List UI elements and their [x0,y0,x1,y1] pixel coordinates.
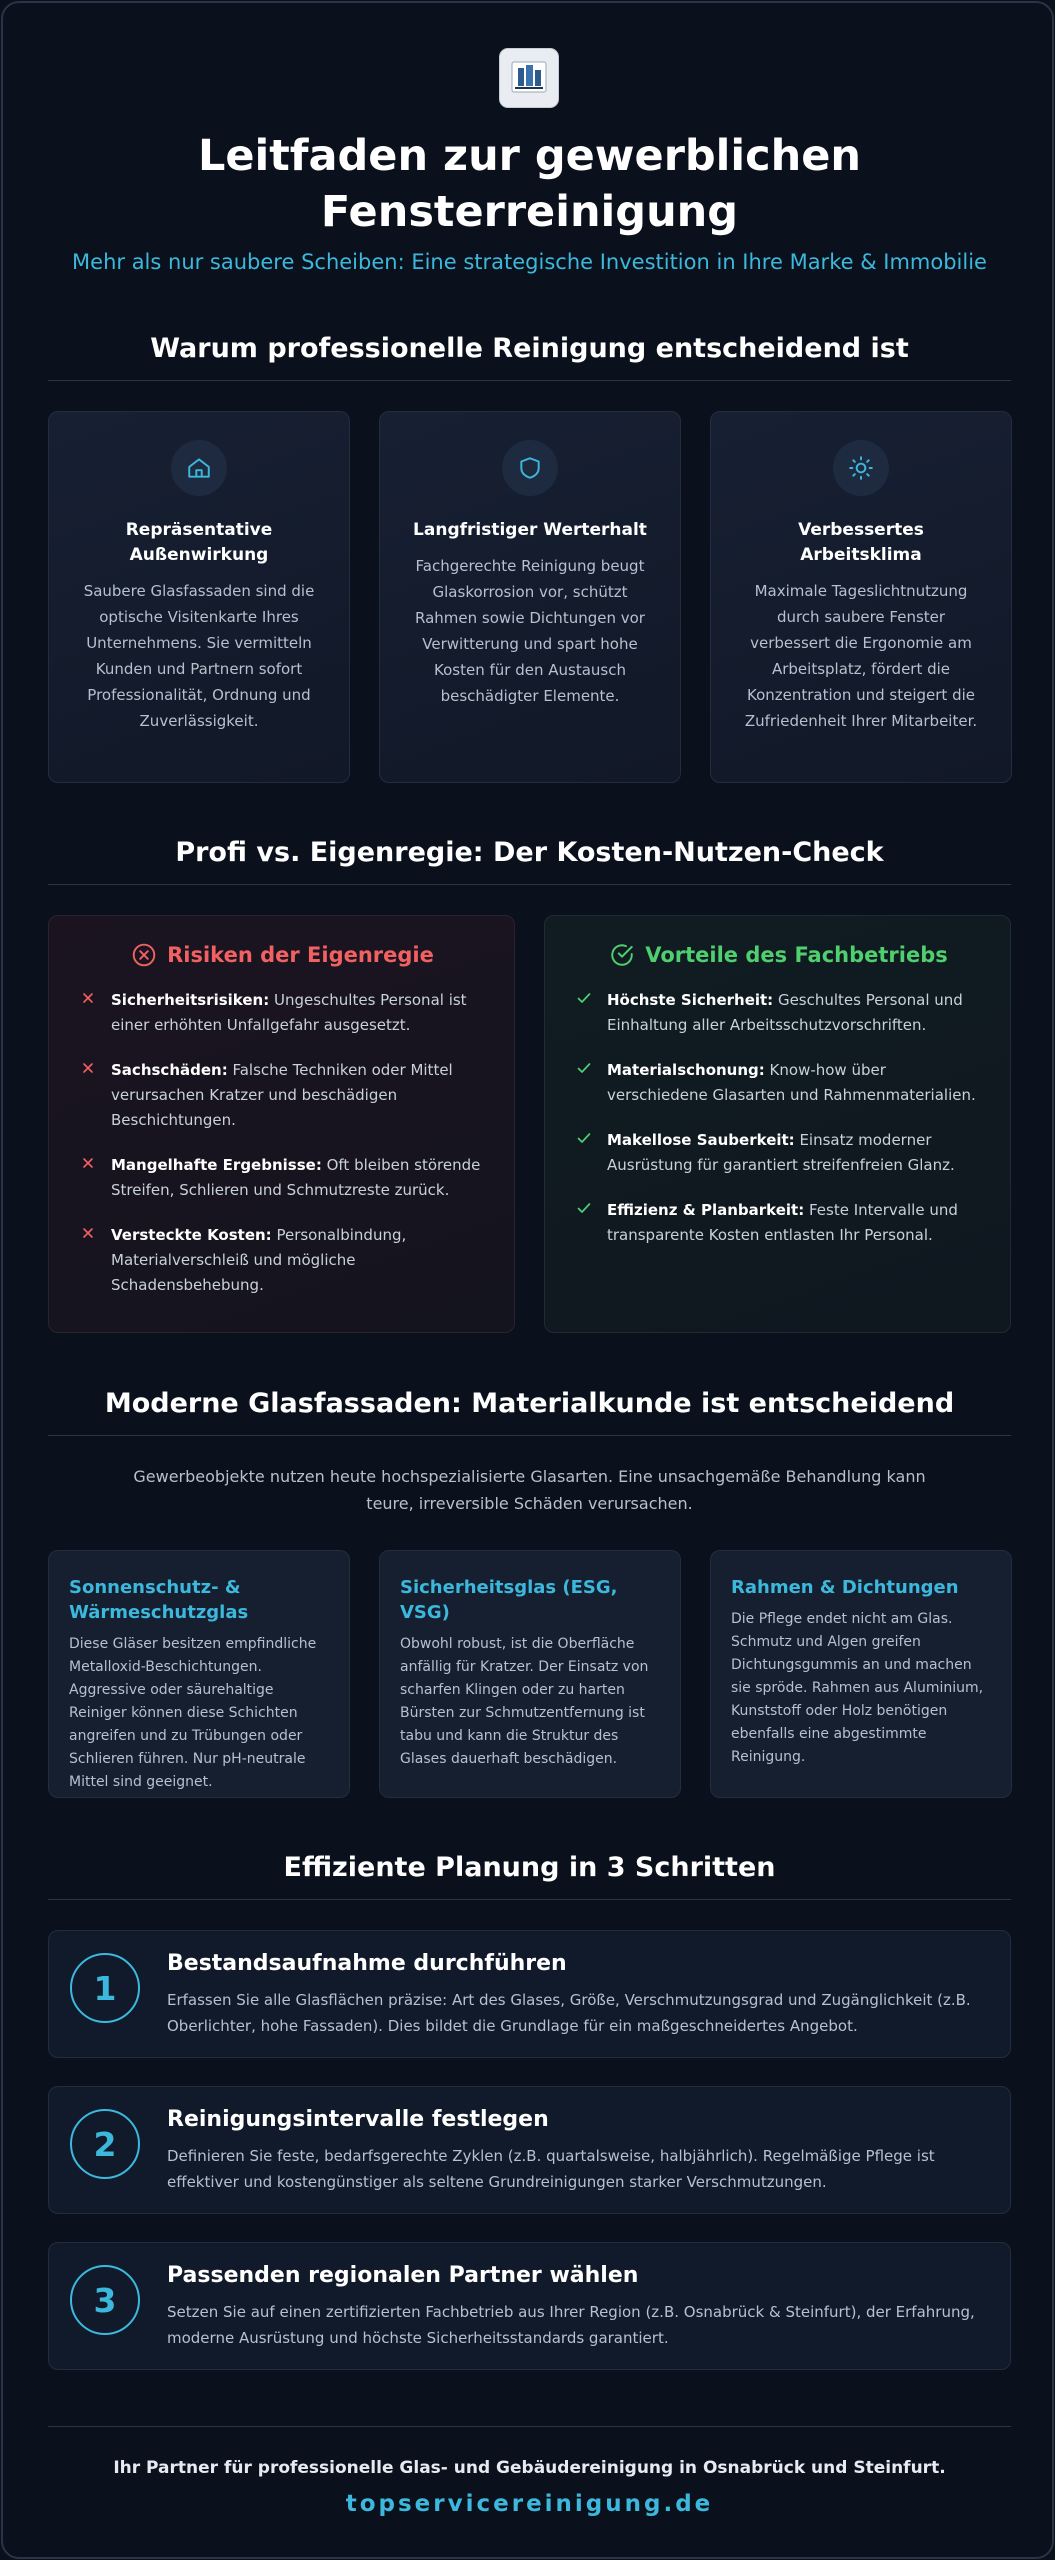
why-card-title: Langfristiger Werterhalt [413,520,647,540]
risk-text: Oft bleiben störende Streifen, Schlieren und Schmutzreste zurück. [111,1156,481,1199]
list-item [575,988,982,1038]
material-card-safetyglass [379,1550,681,1798]
why-card-title: Verbessertes Arbeitsklima [798,520,924,565]
step-title: Passenden regionalen Partner wählen [167,2263,639,2288]
risk-text: Ungeschultes Personal ist einer erhöhten Unfallgefahr ausgesetzt. [111,991,467,1034]
benefit-label: Materialschonung: [607,1061,765,1079]
check-icon [575,990,593,1006]
check-circle-icon [609,942,635,968]
shield-icon-badge [502,440,558,496]
steps-section-heading: Effiziente Planung in 3 Schritten [48,1852,1011,1900]
check-icon [575,1200,593,1216]
material-card-text: Die Pflege endet nicht am Glas. Schmutz und Algen greifen Dichtungsgummis an und machen sie spröde. Rahmen aus Aluminium, Kunststoff oder Holz benötigen ebenfalls eine abgestimmte Reinigung. [731,1611,984,1765]
materials-section-heading: Moderne Glasfassaden: Materialkunde ist entscheidend [48,1388,1011,1436]
sun-icon-badge [833,440,889,496]
risks-card [48,915,515,1333]
benefit-text: Geschultes Personal und Einhaltung aller Arbeitsschutzvorschriften. [607,991,963,1034]
check-icon [575,1130,593,1146]
x-icon [79,1060,97,1076]
risk-text: Falsche Techniken oder Mittel verursachen Kratzer und beschädigen Beschichtungen. [111,1061,453,1129]
material-card-frames [710,1550,1012,1798]
benefit-label: Höchste Sicherheit: [607,991,774,1009]
list-item [575,1198,982,1248]
material-card-title: Rahmen & Dichtungen [731,1577,959,1598]
list-item [79,1223,486,1298]
why-card-climate [710,411,1012,783]
benefit-label: Makellose Sauberkeit: [607,1131,795,1149]
page-title: Leitfaden zur gewerblichen Fensterreinigung [197,131,862,237]
step-text: Setzen Sie auf einen zertifizierten Fachbetrieb aus Ihrer Region (z.B. Osnabrück & Steinfurt), der Erfahrung, moderne Ausrüstung und höchste Sicherheitsstandards garantiert. [167,2303,975,2347]
benefit-text: Feste Intervalle und transparente Kosten entlasten Ihr Personal. [607,1201,958,1244]
why-card-title: Repräsentative Außenwirkung [125,520,273,565]
company-logo [499,48,559,108]
why-card-text: Saubere Glasfassaden sind die optische Visitenkarte Ihres Unternehmens. Sie vermitteln Kunden und Partnern sofort Professionalität, Ordnung und Zuverlässigkeit. [83,582,315,730]
footer-website-link[interactable]: topservicereinigung.de [345,2491,714,2517]
risks-list [79,988,486,1298]
company-logo-icon [509,58,549,98]
benefits-list [575,988,982,1248]
list-item [575,1058,982,1108]
sun-icon [848,455,874,481]
step-title: Reinigungsintervalle festlegen [167,2107,549,2132]
benefit-label: Effizienz & Planbarkeit: [607,1201,805,1219]
step-card-1 [48,1930,1011,2058]
risk-label: Mangelhafte Ergebnisse: [111,1156,322,1174]
benefits-title: Vorteile des Fachbetriebs [645,943,948,967]
material-card-text: Diese Gläser besitzen empfindliche Metalloxid-Beschichtungen. Aggressive oder säurehaltige Reiniger können diese Schichten angreifen und zu Trübungen oder Schlieren führen. Nur pH-neutrale Mittel sind geeignet. [69,1636,317,1790]
x-icon [79,1155,97,1171]
home-icon-badge [171,440,227,496]
material-card-sunprotection [48,1550,350,1798]
infographic-frame [1,1,1054,2559]
footer-text: Ihr Partner für professionelle Glas- und Gebäudereinigung in Osnabrück und Steinfurt. [113,2458,946,2478]
x-icon [79,990,97,1006]
step-number: 2 [70,2109,140,2179]
step-number: 1 [70,1953,140,2023]
step-title: Bestandsaufnahme durchführen [167,1951,567,1976]
compare-section-heading: Profi vs. Eigenregie: Der Kosten-Nutzen-Check [48,837,1011,885]
list-item [79,988,486,1038]
risk-label: Sicherheitsrisiken: [111,991,270,1009]
benefits-card [544,915,1011,1333]
risk-label: Versteckte Kosten: [111,1226,272,1244]
x-icon [79,1225,97,1241]
material-card-text: Obwohl robust, ist die Oberfläche anfällig für Kratzer. Der Einsatz von scharfen Klingen oder zu harten Bürsten zur Schmutzentfernung ist tabu und kann die Struktur des Glases dauerhaft beschädigen. [400,1636,649,1767]
benefit-text: Know-how über verschiedene Glasarten und Rahmenmaterialien. [607,1061,976,1104]
step-card-2 [48,2086,1011,2214]
why-card-value [379,411,681,783]
why-card-representation [48,411,350,783]
check-icon [575,1060,593,1076]
home-icon [186,455,212,481]
risk-label: Sachschäden: [111,1061,228,1079]
shield-icon [517,455,543,481]
material-card-title: Sicherheitsglas (ESG, VSG) [400,1577,618,1623]
risks-title: Risiken der Eigenregie [167,943,434,967]
materials-intro: Gewerbeobjekte nutzen heute hochspezialisierte Glasarten. Eine unsachgemäße Behandlung kann teure, irreversible Schäden verursachen. [133,1467,926,1513]
step-card-3 [48,2242,1011,2370]
why-card-text: Fachgerechte Reinigung beugt Glaskorrosion vor, schützt Rahmen sowie Dichtungen vor Verwitterung und spart hohe Kosten für den Austausch beschädigter Elemente. [415,557,645,705]
why-section-heading: Warum professionelle Reinigung entscheidend ist [48,333,1011,381]
list-item [79,1153,486,1203]
step-number: 3 [70,2265,140,2335]
step-text: Definieren Sie feste, bedarfsgerechte Zyklen (z.B. quartalsweise, halbjährlich). Regelmäßige Pflege ist effektiver und kostengünstiger als seltene Grundreinigungen starker Verschmutzungen. [167,2147,935,2191]
step-text: Erfassen Sie alle Glasflächen präzise: Art des Glases, Größe, Verschmutzungsgrad und Zugänglichkeit (z.B. Oberlichter, hohe Fassaden). Dies bildet die Grundlage für ein maßgeschneidertes Angebot. [167,1991,971,2035]
benefit-text: Einsatz moderner Ausrüstung für garantiert streifenfreien Glanz. [607,1131,955,1174]
why-card-text: Maximale Tageslichtnutzung durch saubere Fenster verbessert die Ergonomie am Arbeitsplatz, fördert die Konzentration und steigert die Zufriedenheit Ihrer Mitarbeiter. [744,582,978,730]
material-card-title: Sonnenschutz- & Wärmeschutzglas [69,1577,249,1623]
benefits-heading [575,942,982,968]
risk-text: Personalbindung, Materialverschleiß und mögliche Schadensbehebung. [111,1226,407,1294]
footer-divider [48,2426,1011,2427]
list-item [79,1058,486,1133]
x-circle-icon [131,942,157,968]
page-subtitle: Mehr als nur saubere Scheiben: Eine strategische Investition in Ihre Marke & Immobilie [72,250,987,274]
list-item [575,1128,982,1178]
risks-heading [79,942,486,968]
